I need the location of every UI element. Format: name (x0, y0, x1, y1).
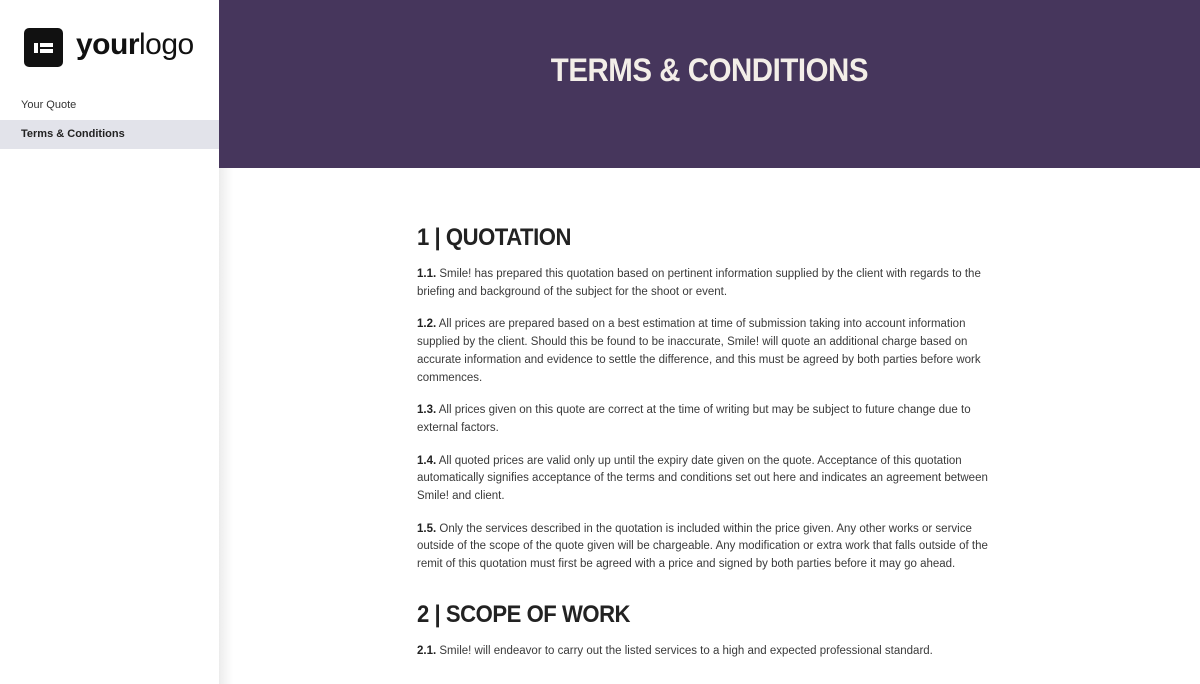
sidebar-nav (0, 91, 219, 149)
section-quotation (417, 224, 1007, 574)
logo-mark-icon (24, 28, 63, 67)
clause: 1.2. All prices are prepared based on a best estimation at time of submission taking into account information supplied by the client. Should this be found to be inaccurate, Smile! will quote an additional charge based on accurate information and evidence to settle the difference, and this must be agreed by both parties before work commences. (417, 318, 981, 384)
main-content (219, 0, 1200, 684)
sidebar-item-terms-conditions[interactable]: Terms & Conditions (0, 120, 219, 149)
clause: 1.4. All quoted prices are valid only up until the expiry date given on the quote. Acceptance of this quotation automatically signifies acceptance of the terms and conditions set out here and indicates an agreement between Smile! and client. (417, 454, 988, 503)
clause: 1.3. All prices given on this quote are correct at the time of writing but may be subject to future change due to external factors. (417, 404, 971, 434)
section-title: 1 | QUOTATION (417, 224, 571, 251)
page-title: TERMS & CONDITIONS (550, 52, 869, 88)
clause: 1.5. Only the services described in the quotation is included within the price given. Any other works or service outside of the scope of the quote given will be chargeable. Any modification or extra work that falls outside of the remit of this quotation must first be agreed with a price and signed by both parties before it may go ahead. (417, 522, 988, 571)
page-header (219, 0, 1200, 168)
document-body (417, 224, 1007, 676)
clause: 1.1. Smile! has prepared this quotation based on pertinent information supplied by the client with regards to the briefing and background of the subject for the shoot or event. (417, 268, 981, 298)
logo[interactable] (24, 28, 194, 67)
section-title: 2 | SCOPE OF WORK (417, 600, 631, 628)
logo-text: yourlogo (76, 27, 194, 61)
sidebar-item-your-quote[interactable]: Your Quote (21, 99, 77, 111)
sidebar (0, 0, 219, 684)
section-scope-of-work (417, 601, 1007, 661)
clause: 2.1. Smile! will endeavor to carry out the listed services to a high and expected professional standard. (417, 644, 933, 657)
